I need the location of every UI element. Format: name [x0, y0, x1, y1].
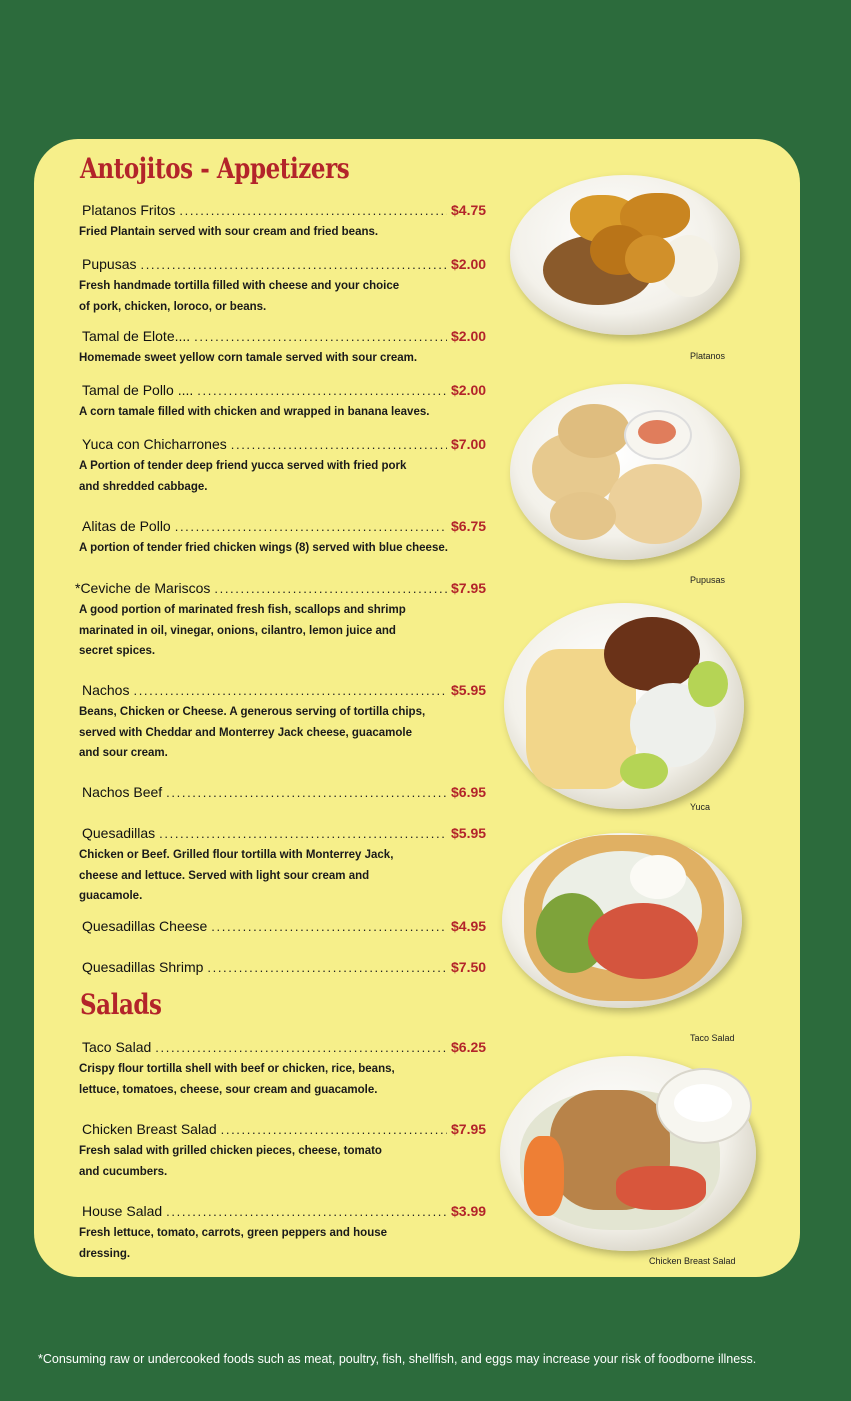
item-name: Quesadillas Shrimp	[82, 959, 204, 975]
item-price: $2.00	[451, 328, 487, 344]
tomato-shape	[616, 1166, 706, 1210]
pupusa-shape	[608, 464, 702, 544]
leader-dots	[140, 257, 447, 272]
leader-dots	[207, 960, 447, 975]
sour-cream-shape	[630, 855, 686, 899]
leader-dots	[166, 785, 447, 800]
menu-item	[75, 580, 499, 662]
item-name: Nachos	[82, 682, 130, 698]
item-price: $7.50	[451, 959, 487, 975]
item-price: $2.00	[451, 256, 487, 272]
item-price: $2.00	[451, 382, 487, 398]
yuca-photo	[504, 603, 744, 809]
item-description: A corn tamale filled with chicken and wrapped in banana leaves.	[79, 406, 430, 418]
leader-dots	[159, 826, 447, 841]
item-price: $6.95	[451, 784, 487, 800]
item-name: Yuca con Chicharrones	[82, 436, 227, 452]
item-price: $4.75	[451, 202, 487, 218]
item-description: A Portion of tender deep friend yucca served with fried pork and shredded cabbage.	[79, 460, 407, 493]
photo-caption: Taco Salad	[690, 1033, 735, 1043]
taco-salad-photo	[502, 833, 742, 1008]
item-description: Fresh salad with grilled chicken pieces, cheese, tomato and cucumbers.	[79, 1145, 382, 1178]
food-safety-footnote: *Consuming raw or undercooked foods such as meat, poultry, fish, shellfish, and eggs may increase your risk of foodborne illness.	[38, 1352, 757, 1366]
item-name: Nachos Beef	[82, 784, 163, 800]
pupusas-photo	[510, 384, 740, 560]
item-description: Crispy flour tortilla shell with beef or chicken, rice, beans, lettuce, tomatoes, cheese, sour cream and guacamole.	[79, 1063, 395, 1096]
item-name: Tamal de Pollo ....	[82, 382, 194, 398]
leader-dots	[211, 919, 447, 934]
leader-dots	[133, 683, 447, 698]
item-price: $5.95	[451, 825, 487, 841]
item-description: Fried Plantain served with sour cream and fried beans.	[79, 226, 379, 238]
appetizers-heading: Antojitos - Appetizers	[80, 152, 350, 185]
pico-shape	[588, 903, 698, 979]
photo-caption: Pupusas	[690, 575, 726, 585]
carrot-shape	[524, 1136, 564, 1216]
item-price: $7.00	[451, 436, 487, 452]
menu-item	[79, 825, 499, 907]
leader-dots	[197, 383, 447, 398]
menu-item	[79, 784, 499, 802]
item-description: Fresh lettuce, tomato, carrots, green peppers and house dressing.	[79, 1227, 388, 1260]
item-name: *Ceviche de Mariscos	[75, 580, 211, 596]
item-description: Fresh handmade tortilla filled with cheese and your choice of pork, chicken, loroco, or beans.	[79, 280, 400, 313]
menu-item	[79, 1039, 499, 1100]
item-price: $6.75	[451, 518, 487, 534]
item-price: $7.95	[451, 1121, 487, 1137]
dressing-shape	[674, 1084, 732, 1122]
item-price: $5.95	[451, 682, 487, 698]
menu-item	[79, 682, 499, 764]
photo-caption: Yuca	[690, 802, 711, 812]
item-price: $6.25	[451, 1039, 487, 1055]
photo-caption: Chicken Breast Salad	[649, 1256, 736, 1266]
platanos-photo	[510, 175, 740, 335]
photo-caption: Platanos	[690, 351, 726, 361]
menu-item	[79, 918, 499, 936]
menu-item	[79, 256, 499, 317]
lime-shape	[620, 753, 668, 789]
item-name: Tamal de Elote....	[82, 328, 191, 344]
item-description: A portion of tender fried chicken wings (8) served with blue cheese.	[79, 542, 448, 554]
item-name: House Salad	[82, 1203, 163, 1219]
leader-dots	[179, 203, 447, 218]
menu-item	[79, 202, 499, 243]
menu-item	[79, 518, 499, 559]
item-description: Chicken or Beef. Grilled flour tortilla with Monterrey Jack, cheese and lettuce. Served with light sour cream and guacamole.	[79, 849, 394, 902]
salads-heading: Salads	[80, 988, 162, 1021]
leader-dots	[231, 437, 447, 452]
item-price: $3.99	[451, 1203, 487, 1219]
item-name: Pupusas	[82, 256, 137, 272]
pupusa-shape	[550, 492, 616, 540]
leader-dots	[214, 581, 447, 596]
item-description: Beans, Chicken or Cheese. A generous serving of tortilla chips, served with Cheddar and Monterrey Jack cheese, guacamole and sour cream.	[79, 706, 426, 759]
item-price: $4.95	[451, 918, 487, 934]
pupusa-shape	[558, 404, 630, 458]
item-description: A good portion of marinated fresh fish, scallops and shrimp marinated in oil, vinegar, onions, cilantro, lemon juice and secret spices.	[79, 604, 406, 657]
menu-item	[79, 382, 499, 423]
leader-dots	[194, 329, 447, 344]
curtido-shape	[638, 420, 676, 444]
item-price: $7.95	[451, 580, 487, 596]
leader-dots	[155, 1040, 447, 1055]
menu-item	[79, 959, 499, 977]
item-name: Taco Salad	[82, 1039, 152, 1055]
item-name: Platanos Fritos	[82, 202, 176, 218]
leader-dots	[175, 519, 447, 534]
plantain-shape	[625, 235, 675, 283]
menu-item	[79, 436, 499, 497]
chicken-breast-salad-photo	[500, 1056, 756, 1251]
menu-item	[79, 1203, 499, 1264]
leader-dots	[221, 1122, 447, 1137]
leader-dots	[166, 1204, 447, 1219]
item-description: Homemade sweet yellow corn tamale served with sour cream.	[79, 352, 418, 364]
item-name: Chicken Breast Salad	[82, 1121, 217, 1137]
item-name: Alitas de Pollo	[82, 518, 171, 534]
menu-item	[79, 1121, 499, 1182]
menu-item	[79, 328, 499, 369]
item-name: Quesadillas Cheese	[82, 918, 208, 934]
lime-shape	[688, 661, 728, 707]
chicharron-shape	[604, 617, 700, 691]
item-name: Quesadillas	[82, 825, 156, 841]
